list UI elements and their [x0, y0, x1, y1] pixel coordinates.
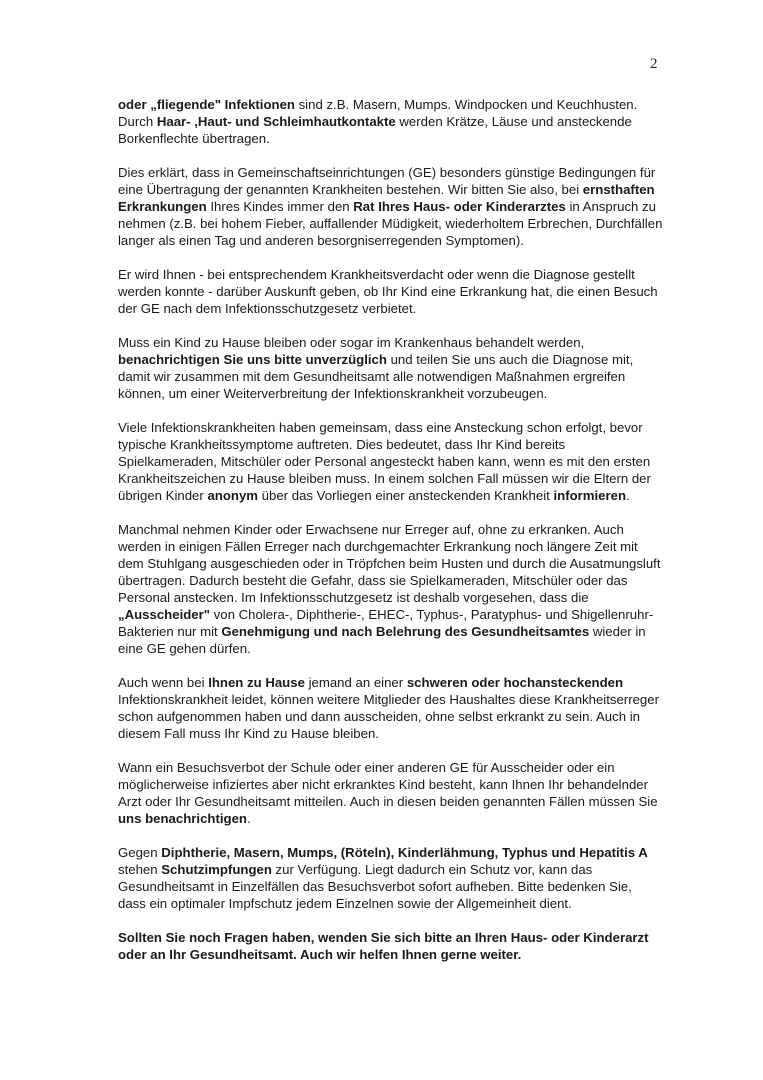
- text-run: benachrichtigen Sie uns bitte unverzüglich: [118, 352, 387, 367]
- text-run: Ihres Kindes immer den: [206, 199, 354, 214]
- paragraph-1: [118, 96, 663, 147]
- text-run: schweren oder hochansteckenden: [406, 675, 624, 690]
- text-run: Dies erklärt, dass in Gemeinschaftseinrichtungen (GE) besonders günstige Bedingungen für eine Übertragung der genannten Krankheiten bestehen. Wir bitten Sie also, bei: [118, 165, 656, 197]
- text-run: oder „fliegende" Infektionen: [118, 97, 295, 112]
- text-run: Viele Infektionskrankheiten haben gemeinsam, dass eine Ansteckung schon erfolgt, bevor typische Krankheitssymptome auftreten. Dies bedeutet, dass Ihr Kind bereits Spielkameraden, Mitschüler oder Personal angesteckt haben kann, wenn es mit den ersten Krankheitszeichen zu Hause bleiben muss. In einem solchen Fall müssen wir die Eltern der übrigen Kinder: [118, 420, 651, 503]
- paragraph-3: [118, 266, 663, 317]
- text-run: anonym: [207, 488, 259, 503]
- text-run: über das Vorliegen einer ansteckenden Krankheit: [258, 488, 554, 503]
- text-run: zur Verfügung. Liegt dadurch ein Schutz vor, kann das Gesundheitsamt in Einzelfällen das Besuchsverbot sofort aufheben. Bitte bedenken Sie, dass ein optimaler Impfschutz jedem Einzelnen sowie der Allgemeinheit dient.: [118, 862, 632, 911]
- text-run: jemand an einer: [304, 675, 407, 690]
- paragraph-4: [118, 334, 663, 402]
- text-run: uns benachrichtigen: [118, 811, 247, 826]
- text-run: .: [626, 488, 630, 503]
- text-run: wieder in eine GE gehen dürfen.: [118, 624, 646, 656]
- text-run: Muss ein Kind zu Hause bleiben oder sogar im Krankenhaus behandelt werden,: [118, 335, 585, 350]
- text-run: Auch wenn bei: [118, 675, 209, 690]
- text-run: .: [246, 811, 251, 826]
- text-run: Genehmigung und nach Belehrung des Gesundheitsamtes: [221, 624, 590, 639]
- paragraph-7: [118, 674, 663, 742]
- text-run: stehen: [118, 862, 162, 877]
- text-run: werden Krätze, Läuse und ansteckende Borkenflechte übertragen.: [118, 114, 632, 146]
- paragraph-5: [118, 419, 663, 504]
- closing-paragraph: [118, 929, 663, 963]
- text-run: „Ausscheider": [118, 607, 211, 622]
- paragraph-2: [118, 164, 663, 249]
- text-run: sind z.B. Masern, Mumps. Windpocken und Keuchhusten. Durch: [118, 97, 638, 129]
- page-number: 2: [650, 56, 658, 72]
- text-run: Manchmal nehmen Kinder oder Erwachsene nur Erreger auf, ohne zu erkranken. Auch werden in einigen Fällen Erreger nach durchgemachter Erkrankung noch längere Zeit mit dem Stuhlgang ausgeschieden oder in Tröpfchen beim Husten und durch die Ausatmungsluft übertragen. Dadurch besteht die Gefahr, dass sie Spielkameraden, Mitschüler oder das Personal anstecken. Im Infektionsschutzgesetz ist deshalb vorgesehen, dass die: [118, 522, 661, 605]
- text-run: in Anspruch zu nehmen (z.B. bei hohem Fieber, auffallender Müdigkeit, wiederholtem Erbrechen, Durchfällen langer als einen Tag und anderen besorgniserregenden Symptomen).: [118, 199, 663, 248]
- text-run: Haar- ,Haut- und Schleimhautkontakte: [156, 114, 396, 129]
- text-run: Wann ein Besuchsverbot der Schule oder einer anderen GE für Ausscheider oder ein möglicherweise infiziertes aber nicht erkranktes Kind besteht, kann Ihnen Ihr behandelnder Arzt oder Ihr Gesundheitsamt mitteilen. Auch in diesen beiden genannten Fällen müssen Sie: [118, 760, 658, 809]
- text-run: Schutzimpfungen: [161, 862, 272, 877]
- paragraph-8: [118, 759, 663, 827]
- text-run: und teilen Sie uns auch die Diagnose mit, damit wir zusammen mit dem Gesundheitsamt alle notwendigen Maßnahmen ergreifen können, um einer Weiterverbreitung der Infektionskrankheit vorzubeugen.: [118, 352, 634, 401]
- text-run: Gegen: [118, 845, 162, 860]
- text-run: Sollten Sie noch Fragen haben, wenden Sie sich bitte an Ihren Haus- oder Kinderarzt oder an Ihr Gesundheitsamt. Auch wir helfen Ihnen gerne weiter.: [118, 930, 649, 962]
- text-run: informieren: [553, 488, 627, 503]
- text-run: Rat Ihres Haus- oder Kinderarztes: [353, 199, 566, 214]
- paragraph-9: [118, 844, 663, 912]
- text-run: ernsthaften Erkrankungen: [118, 182, 655, 214]
- document-body: [118, 96, 663, 963]
- text-run: Diphtherie, Masern, Mumps, (Röteln), Kinderlähmung, Typhus und Hepatitis A: [161, 845, 648, 860]
- text-run: Infektionskrankheit leidet, können weitere Mitglieder des Haushaltes diese Krankheitserreger schon aufgenommen haben und dann ausscheiden, ohne selbst erkrankt zu sein. Auch in diesem Fall muss Ihr Kind zu Hause bleiben.: [118, 692, 659, 741]
- text-run: von Cholera-, Diphtherie-, EHEC-, Typhus-, Paratyphus- und Shigellenruhr-Bakterien nur mit: [118, 607, 654, 639]
- text-run: Er wird Ihnen - bei entsprechendem Krankheitsverdacht oder wenn die Diagnose gestellt werden konnte - darüber Auskunft geben, ob Ihr Kind eine Erkrankung hat, die einen Besuch der GE nach dem Infektionsschutzgesetz verbietet.: [118, 267, 658, 316]
- paragraph-6: [118, 521, 663, 657]
- text-run: Ihnen zu Hause: [208, 675, 305, 690]
